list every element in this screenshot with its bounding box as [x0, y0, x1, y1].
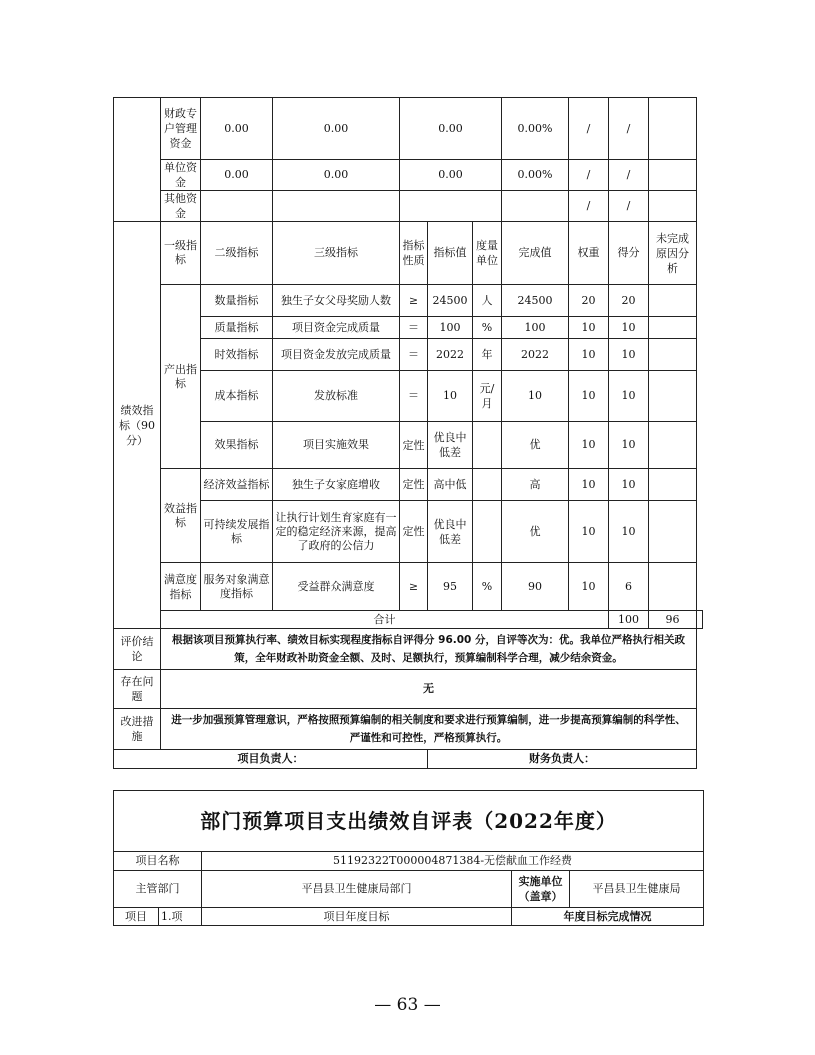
- row-level3: 受益群众满意度: [273, 563, 400, 611]
- row-score: 10: [609, 469, 649, 501]
- row-score: 10: [609, 339, 649, 371]
- project-name-row: [114, 852, 704, 871]
- indicator-row: [114, 285, 703, 317]
- row-nature: 定性: [400, 501, 428, 563]
- fund-rate: 0.00%: [502, 160, 569, 191]
- fund-value: 0.00: [273, 98, 400, 160]
- row-value: 10: [428, 371, 473, 422]
- row-level3: 项目资金完成质量: [273, 317, 400, 339]
- row-nature: ＝: [400, 317, 428, 339]
- page-number: — 63 —: [374, 995, 441, 1015]
- fund-label: 单位资金: [161, 160, 201, 191]
- fund-row: [114, 191, 703, 222]
- indicator-row: [114, 339, 703, 371]
- row-value: 高中低: [428, 469, 473, 501]
- row-weight: 10: [569, 422, 609, 469]
- row-reason: [649, 422, 697, 469]
- fund-value: 0.00: [201, 160, 273, 191]
- row-done: 24500: [502, 285, 569, 317]
- fund-weight: /: [569, 160, 609, 191]
- project-name-value: 51192322T000004871384-无偿献血工作经费: [202, 852, 704, 871]
- fund-row: [114, 160, 703, 191]
- fund-value: 0.00: [273, 160, 400, 191]
- dept-row: [114, 871, 704, 908]
- fund-row: [114, 98, 703, 160]
- item-row: [114, 908, 704, 926]
- row-unit: 人: [473, 285, 502, 317]
- row-weight: 10: [569, 469, 609, 501]
- group-satisfaction: 满意度指标: [161, 563, 201, 611]
- form-title: 部门预算项目支出绩效自评表（2022年度）: [114, 791, 704, 852]
- goal-completion-label: 年度目标完成情况: [512, 908, 704, 926]
- row-level3: 独生子女父母奖励人数: [273, 285, 400, 317]
- measures-row: [114, 709, 703, 750]
- sign-row: [114, 750, 703, 769]
- row-nature: ＝: [400, 339, 428, 371]
- fund-score: /: [609, 98, 649, 160]
- annual-goal-label: 项目年度目标: [202, 908, 512, 926]
- indicator-row: [114, 317, 703, 339]
- fund-reason: [649, 98, 697, 160]
- header-weight: 权重: [569, 222, 609, 285]
- row-unit: %: [473, 317, 502, 339]
- fund-label: 财政专户管理资金: [161, 98, 201, 160]
- row-level2: 成本指标: [201, 371, 273, 422]
- measures-text: 进一步加强预算管理意识，严格按照预算编制的相关制度和要求进行预算编制，进一步提高预算编制的科学性、严谨性和可控性，严格预算执行。: [161, 709, 697, 750]
- impl-unit-label: 实施单位（盖章）: [512, 871, 570, 908]
- problems-text: 无: [161, 670, 697, 709]
- row-value: 24500: [428, 285, 473, 317]
- row-unit: %: [473, 563, 502, 611]
- evaluation-text: 根据该项目预算执行率、绩效目标实现程度指标自评得分 96.00 分，自评等次为：优。我单位严格执行相关政策，全年财政补助资金全额、及时、足额执行，预算编制科学合理，减少结余资金。: [161, 629, 697, 670]
- fund-value: [400, 191, 502, 222]
- row-value: 优良中低差: [428, 501, 473, 563]
- perf-indicator-label: 绩效指标（90分）: [114, 222, 161, 629]
- row-level3: 让执行计划生育家庭有一定的稳定经济来源，提高了政府的公信力: [273, 501, 400, 563]
- total-reason: [697, 611, 703, 629]
- row-weight: 10: [569, 317, 609, 339]
- fund-value: [273, 191, 400, 222]
- project-name-label: 项目名称: [114, 852, 202, 871]
- performance-table: [113, 97, 703, 769]
- evaluation-row: [114, 629, 703, 670]
- row-value: 95: [428, 563, 473, 611]
- row-reason: [649, 501, 697, 563]
- fund-rate: 0.00%: [502, 98, 569, 160]
- fund-value: 0.00: [400, 160, 502, 191]
- indicator-header-row: [114, 222, 703, 285]
- row-done: 高: [502, 469, 569, 501]
- indicator-row: [114, 422, 703, 469]
- measures-label: 改进措施: [114, 709, 161, 750]
- row-level3: 项目实施效果: [273, 422, 400, 469]
- row-unit: [473, 469, 502, 501]
- project-lead-label: 项目负责人：: [114, 750, 428, 769]
- fund-label: 其他资金: [161, 191, 201, 222]
- row-level2: 经济效益指标: [201, 469, 273, 501]
- row-level2: 质量指标: [201, 317, 273, 339]
- row-value: 优良中低差: [428, 422, 473, 469]
- group-benefit: 效益指标: [161, 469, 201, 563]
- fund-weight: /: [569, 98, 609, 160]
- row-level3: 项目资金发放完成质量: [273, 339, 400, 371]
- total-label: 合计: [161, 611, 609, 629]
- dept-label: 主管部门: [114, 871, 202, 908]
- fund-weight: /: [569, 191, 609, 222]
- row-reason: [649, 371, 697, 422]
- fund-rate: [502, 191, 569, 222]
- finance-lead-label: 财务负责人：: [428, 750, 697, 769]
- row-done: 100: [502, 317, 569, 339]
- row-done: 优: [502, 422, 569, 469]
- fund-value: 0.00: [201, 98, 273, 160]
- total-weight: 100: [609, 611, 649, 629]
- header-value: 指标值: [428, 222, 473, 285]
- row-score: 10: [609, 371, 649, 422]
- fund-score: /: [609, 160, 649, 191]
- row-nature: 定性: [400, 469, 428, 501]
- impl-unit-value: 平昌县卫生健康局: [570, 871, 704, 908]
- dept-value: 平昌县卫生健康局部门: [202, 871, 512, 908]
- row-score: 10: [609, 501, 649, 563]
- fund-score: /: [609, 191, 649, 222]
- budget-form-table: [113, 790, 704, 926]
- header-reason: 未完成原因分析: [649, 222, 697, 285]
- row-nature: ≥: [400, 285, 428, 317]
- row-value: 2022: [428, 339, 473, 371]
- total-row: [114, 611, 703, 629]
- row-unit: 年: [473, 339, 502, 371]
- row-weight: 10: [569, 563, 609, 611]
- header-score: 得分: [609, 222, 649, 285]
- form-title-row: [114, 791, 704, 852]
- fund-value: [201, 191, 273, 222]
- fund-group-cell: [114, 98, 161, 222]
- row-done: 优: [502, 501, 569, 563]
- fund-value: 0.00: [400, 98, 502, 160]
- row-score: 10: [609, 317, 649, 339]
- problems-row: [114, 670, 703, 709]
- row-level3: 独生子女家庭增收: [273, 469, 400, 501]
- row-done: 2022: [502, 339, 569, 371]
- row-done: 90: [502, 563, 569, 611]
- item-number: 1.项: [159, 908, 202, 926]
- indicator-row: [114, 563, 703, 611]
- row-value: 100: [428, 317, 473, 339]
- row-reason: [649, 285, 697, 317]
- indicator-row: [114, 371, 703, 422]
- row-unit: 元/月: [473, 371, 502, 422]
- row-score: 20: [609, 285, 649, 317]
- row-reason: [649, 317, 697, 339]
- header-level3: 三级指标: [273, 222, 400, 285]
- header-level2: 二级指标: [201, 222, 273, 285]
- row-reason: [649, 563, 697, 611]
- problems-label: 存在问题: [114, 670, 161, 709]
- row-level2: 效果指标: [201, 422, 273, 469]
- row-weight: 10: [569, 339, 609, 371]
- row-score: 10: [609, 422, 649, 469]
- header-level1: 一级指标: [161, 222, 201, 285]
- row-reason: [649, 339, 697, 371]
- row-done: 10: [502, 371, 569, 422]
- indicator-row: [114, 501, 703, 563]
- row-level2: 时效指标: [201, 339, 273, 371]
- row-weight: 20: [569, 285, 609, 317]
- row-unit: [473, 422, 502, 469]
- group-output: 产出指标: [161, 285, 201, 469]
- row-level3: 发放标准: [273, 371, 400, 422]
- row-unit: [473, 501, 502, 563]
- header-nature: 指标性质: [400, 222, 428, 285]
- fund-reason: [649, 191, 697, 222]
- indicator-row: [114, 469, 703, 501]
- row-level2: 数量指标: [201, 285, 273, 317]
- header-unit: 度量单位: [473, 222, 502, 285]
- row-nature: ＝: [400, 371, 428, 422]
- total-score: 96: [649, 611, 697, 629]
- evaluation-label: 评价结论: [114, 629, 161, 670]
- row-nature: ≥: [400, 563, 428, 611]
- row-level2: 服务对象满意度指标: [201, 563, 273, 611]
- row-score: 6: [609, 563, 649, 611]
- row-weight: 10: [569, 371, 609, 422]
- header-done: 完成值: [502, 222, 569, 285]
- item-label: 项目: [114, 908, 159, 926]
- row-level2: 可持续发展指标: [201, 501, 273, 563]
- row-nature: 定性: [400, 422, 428, 469]
- row-weight: 10: [569, 501, 609, 563]
- row-reason: [649, 469, 697, 501]
- fund-reason: [649, 160, 697, 191]
